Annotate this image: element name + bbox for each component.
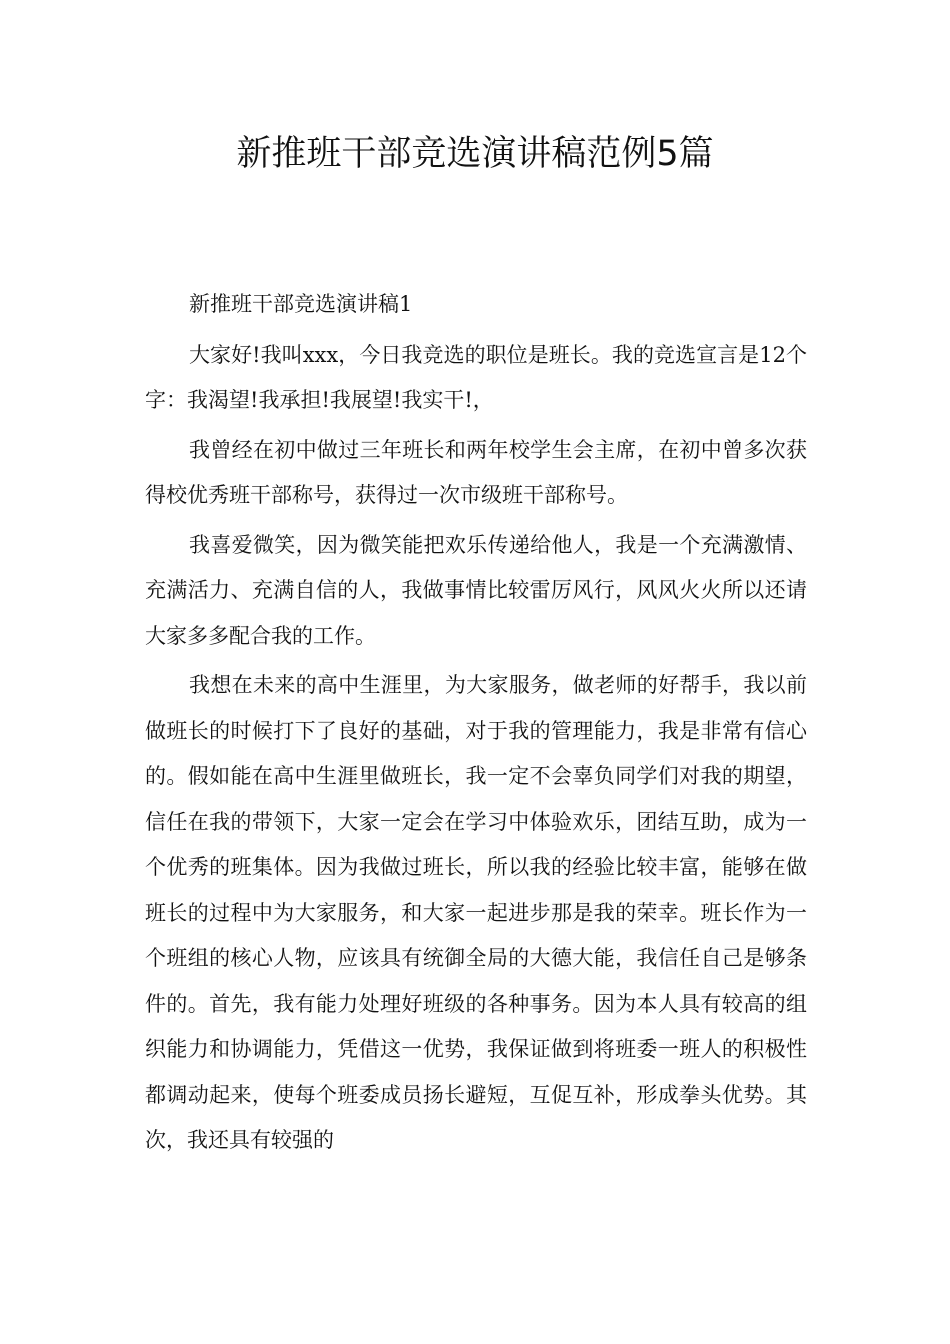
document-title: 新推班干部竞选演讲稿范例5篇 xyxy=(236,134,714,174)
paragraph: 我曾经在初中做过三年班长和两年校学生会主席，在初中曾多次获得校优秀班干部称号，获得过一次市级班干部称号。 xyxy=(145,437,807,507)
paragraph: 我想在未来的高中生涯里，为大家服务，做老师的好帮手，我以前做班长的时候打下了良好的基础，对于我的管理能力，我是非常有信心的。假如能在高中生涯里做班长，我一定不会辜负同学们对我的期望，信任在我的带领下，大家一定会在学习中体验欢乐，团结互助，成为一个优秀的班集体。因为我做过班长，所以我的经验比较丰富，能够在做班长的过程中为大家服务，和大家一起进步那是我的荣幸。班长作为一个班组的核心人物，应该具有统御全局的大德大能，我信任自己是够条件的。首先，我有能力处理好班级的各种事务。因为本人具有较高的组织能力和协调能力，凭借这一优势，我保证做到将班委一班人的积极性都调动起来，使每个班委成员扬长避短，互促互补，形成拳头优势。其次，我还具有较强的 xyxy=(145,673,807,1152)
document-body xyxy=(145,282,807,1164)
paragraph: 大家好!我叫xxx，今日我竞选的职位是班长。我的竞选宣言是12个字：我渴望!我承担!我展望!我实干!， xyxy=(145,342,807,412)
paragraph: 我喜爱微笑，因为微笑能把欢乐传递给他人，我是一个充满激情、充满活力、充满自信的人，我做事情比较雷厉风行，风风火火所以还请大家多多配合我的工作。 xyxy=(145,532,807,648)
section-heading: 新推班干部竞选演讲稿1 xyxy=(189,292,413,316)
